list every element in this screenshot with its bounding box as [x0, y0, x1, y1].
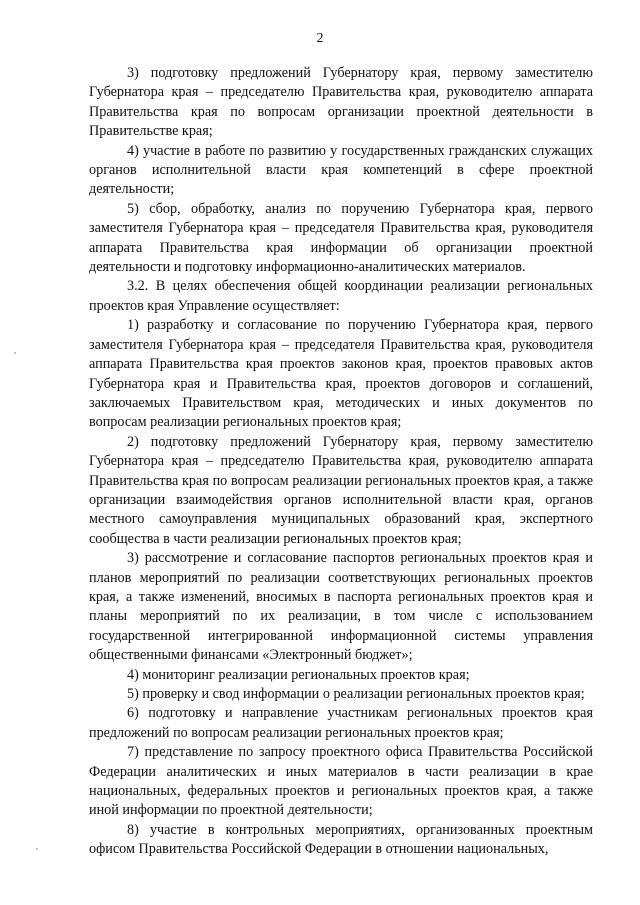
paragraph-item-6-proposals-to-participants: 6) подготовку и направление участникам региональных проектов края предложений по вопросам реализации региональных проектов края; [89, 705, 593, 741]
paragraph-item-5-information-analysis: 5) сбор, обработку, анализ по поручению Губернатора края, первого заместителя Губернатора края – председателя Правительства края, руководителя аппарата Правительства края информации об организации проектной деятельности и подготовку информационно-аналитических материалов. [89, 200, 593, 276]
paragraph-item-3-passport-review: 3) рассмотрение и согласование паспортов региональных проектов края и планов мероприятий по реализации соответствующих региональных проектов края, а также изменений, вносимых в паспорта региональных проектов края и планы мероприятий по их реализации, в том числе с использованием государственной интегрированной информационной системы управления общественными финансами «Электронный бюджет»; [89, 550, 593, 664]
scan-speck [36, 848, 38, 850]
paragraph-item-3-proposals-project-activity: 3) подготовку предложений Губернатору края, первому заместителю Губернатора края – председателю Правительства края, руководителю аппарата Правительства края по вопросам организации проектной деятельности в Правительстве края; [89, 65, 593, 140]
paragraph-item-2-proposals-regional-projects: 2) подготовку предложений Губернатору края, первому заместителю Губернатора края – председателю Правительства края, руководителю аппарата Правительства края по вопросам реализации региональных проектов края, а также организации взаимодействия органов исполнительной власти края, органов местного самоуправления муниципальных образований края, экспертного сообщества в части реализации региональных проектов края; [89, 433, 593, 547]
paragraph-item-1-draft-development: 1) разработку и согласование по поручению Губернатора края, первого заместителя Губернатора края – председателя Правительства края, руководителя аппарата Правительства края проектов законов края, проектов правовых актов Губернатора края и Правительства края, проектов договоров и соглашений, заключаемых Правительством края, методических и иных документов по вопросам реализации региональных проектов края; [89, 317, 593, 431]
paragraph-item-5-verification: 5) проверку и свод информации о реализации региональных проектов края; [127, 686, 585, 702]
scan-speck [14, 352, 16, 354]
paragraph-item-7-materials-submission: 7) представление по запросу проектного офиса Правительства Российской Федерации аналитических и иных материалов в части реализации в крае национальных, федеральных проектов и региональных проектов края, а также иной информации по проектной деятельности; [89, 744, 593, 819]
paragraph-item-8-control-events: 8) участие в контрольных мероприятиях, организованных проектным офисом Правительства Российской Федерации в отношении национальных, [89, 821, 593, 858]
paragraph-section-3-2-intro: 3.2. В целях обеспечения общей координации реализации региональных проектов края Управление осуществляет: [89, 278, 593, 314]
paragraph-item-4-competence-development: 4) участие в работе по развитию у государственных гражданских служащих органов исполнительной власти края компетенций в сфере проектной деятельности; [89, 142, 593, 198]
document-body [89, 64, 593, 860]
paragraph-item-4-monitoring: 4) мониторинг реализации региональных проектов края; [127, 666, 470, 683]
page-number: 2 [316, 31, 324, 46]
